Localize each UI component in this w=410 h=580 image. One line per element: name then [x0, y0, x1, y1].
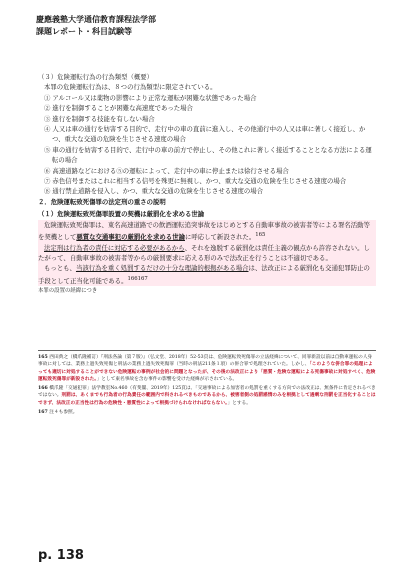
paragraph-text: もっとも、 [44, 264, 76, 273]
footnote-ref[interactable]: 166167 [127, 275, 148, 282]
list-item: ③ 進行を制御する技能を有しない場合 [44, 114, 155, 123]
trailing-note: 本罪の設置の経緯につき [38, 288, 98, 295]
section-heading-2: ２．危険運転致死傷罪の法定刑の重さの説明 [38, 197, 166, 206]
paragraph-text: は、法改正による厳罰化も交通犯罪防止の手段として正当化可能である。 [38, 264, 370, 285]
page-number: p. 138 [38, 548, 84, 563]
list-item: ⑦ 赤色信号またはこれに相当する信号を殊更に無視し、かつ、重大な交通の危険を生じさせる速度の場合 [44, 177, 347, 186]
header-institution: 慶應義塾大学通信教育課程法学部 [36, 15, 156, 24]
footnote [38, 409, 376, 416]
footnote [38, 354, 376, 383]
list-item: ② 進行を制御することが困難な高速度であった場合 [44, 104, 193, 113]
footnote-emphasis: 「このような併合罪の処理によっても適切に対処することができない危険運転の事例が社会的に問題となったが、その後の法改正により「悪質・危険な運転による死傷事故に対処すべく、危険運転致死傷罪が新設された。 [38, 362, 376, 382]
list-item: ⑤ 車の通行を妨害する目的で、走行中の車の前方で停止し、その他これに著しく接近することとなる方法による運転の場合 [44, 145, 372, 165]
list-item: ⑧ 通行禁止道路を侵入し、かつ、重大な交通の危険を生じさせる速度の場合 [44, 187, 264, 196]
footnote [38, 385, 376, 407]
emphasis-text: 悪質な交通事犯の厳罰化を求める世論 [76, 233, 185, 242]
footnote-number: 165 [38, 355, 48, 360]
paragraph-1 [38, 220, 376, 243]
body-text [38, 72, 376, 297]
footnote-text: 橋爪隆「交通犯罪」法学教室No.460（有斐閣、2019年）125頁は、「交通事故による加害者の処罰を重くする方向での法改正は、無条件に肯定されるべきではない。 [38, 386, 376, 399]
list-item: ① アルコール又は薬物の影響により正常な運転が困難な状態であった場合 [44, 93, 257, 102]
underlined-text: 法定刑は行為者の責任に対応する必要があるから [44, 243, 185, 252]
paragraph-text: 、それを逸脱する厳罰化は責任主義の観点から許容されない。したがって、自動車事故の被害者等からの厳罰要求に応える形のみで法改正を行うことは不適切である。 [38, 243, 370, 263]
footnotes [38, 350, 376, 418]
footnote-text: 」として東名事故を含む事件の影響を受けた経緯が示されている。 [96, 376, 238, 382]
paragraph-text: に呼応して新設された。 [184, 233, 256, 242]
underlined-text: 当該行為を重く処罰するだけの十分な理論的根拠がある場合 [75, 264, 249, 273]
footnote-text: 」とする。 [227, 400, 251, 406]
section-intro: 本罪の危険運転行為は、８つの行為類型に限定されている。 [44, 83, 217, 92]
list-item: ④ 人又は車の通行を妨害する目的で、走行中の車の直前に進入し、その他通行中の人又は車に著しく接近し、かつ、重大な交通の危険を生じさせる速度の場合 [44, 125, 366, 144]
header-subtitle: 課題レポート・科目試験等 [36, 27, 132, 36]
paragraph-text: 危険運転致死傷罪は、東名高速道路での飲酒運転追突事故をはじめとする自動車事故の被害者等による署名活動等を契機として [38, 220, 370, 242]
footnote-emphasis: 刑罰は、あくまでも行為者の行為責任の範囲内で科されるべきものであるから、被害者側の処罰感情のみを根拠として過剰な刑罰を正当化することはできず、法改正の正当性は行為の危険性・悪質性によって根拠づけられなければならない。 [38, 393, 376, 406]
section-heading-3: （３）危険運転行為の行為類型（概要） [38, 73, 154, 81]
paragraph-2 [38, 243, 376, 264]
footnote-ref[interactable]: 165 [255, 232, 266, 239]
footnote-text: 注４も参照。 [47, 410, 78, 416]
list-item: ⑥ 高速道路などにおける⑤の運転によって、走行中の車に停止または徐行させる場合 [44, 166, 289, 175]
footnote-number: 166 [38, 386, 48, 392]
document-header [36, 14, 156, 38]
footnote-number: 167 [38, 410, 48, 416]
paragraph-3 [38, 263, 376, 286]
subsection-heading: （１）危険運転致死傷罪設置の契機は厳罰化を求める世論 [38, 210, 205, 219]
footnote-text: 西田典之（橋爪隆補訂）『刑法各論（第７版）』（弘文堂、2018年）52-53頁は、危険運転致死傷罪の立法経緯について、同罪新設以前は自動車運転の人身事故に対しては、業務上過失致死傷と刑法の業務上過失致死傷罪（当時の刑法211条１項）の併合罪で処理されていた。しかし、 [38, 355, 373, 368]
